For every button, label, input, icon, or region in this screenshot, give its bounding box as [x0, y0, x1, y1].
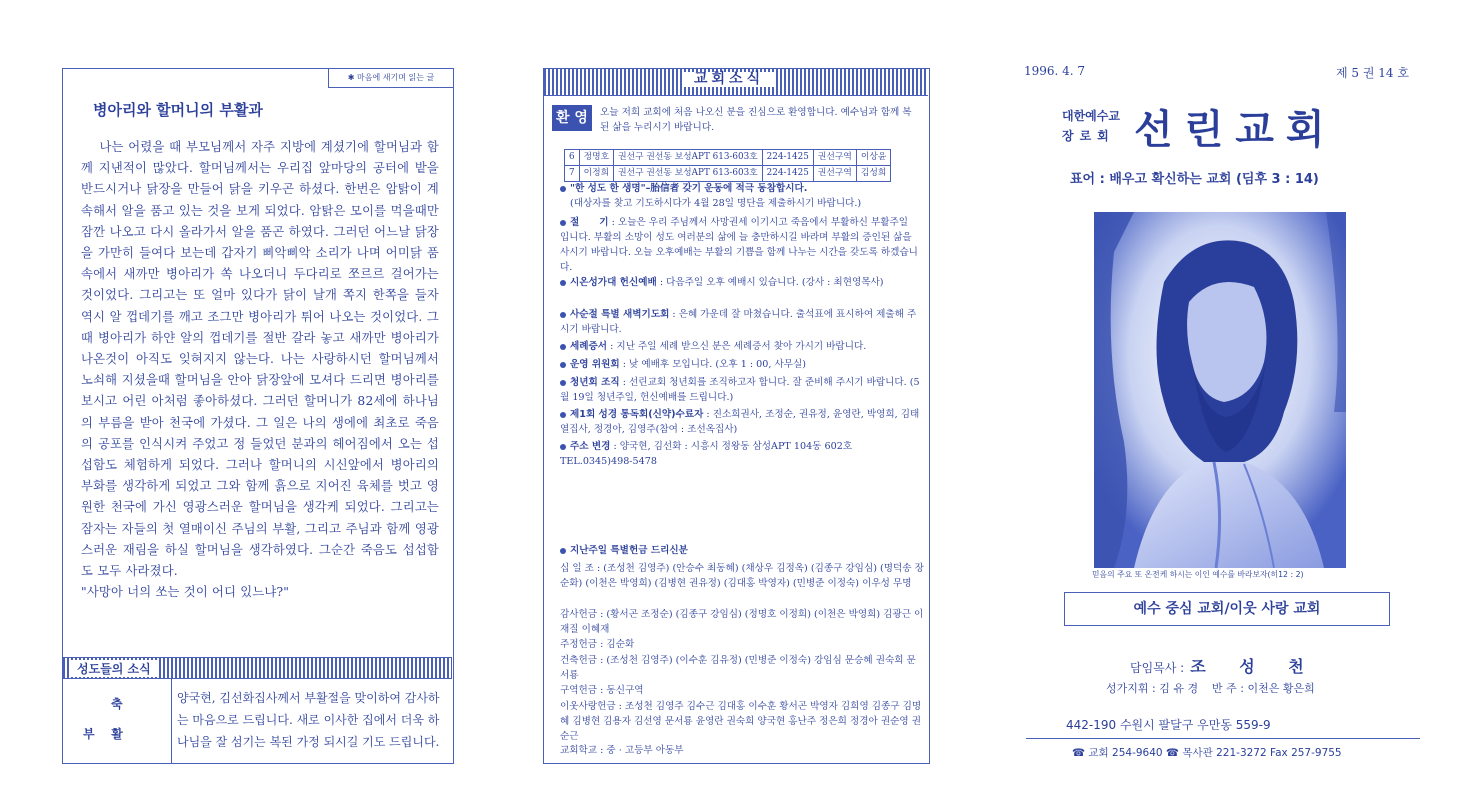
item-text: : 은혜 가운데 잘 마쳤습니다. 출석표에 표시하여 제출해 주시기 바랍니다. [560, 309, 917, 335]
news-box [63, 677, 452, 763]
item-label: 절 기 [570, 217, 609, 228]
item-text: : 지난 주일 세례 받으신 분은 세례증서 찾아 가시기 바랍니다. [610, 341, 867, 352]
article-body [81, 137, 439, 603]
news-label-cell [63, 677, 172, 763]
table-row [565, 150, 891, 166]
denomination-line-1: 대한예수교 [1062, 109, 1120, 123]
offering-title-text: 지난주일 특별헌금 드리신분 [570, 545, 688, 556]
bulletin-date: 1996. 4. 7 [1024, 64, 1086, 78]
meditation-panel [62, 68, 454, 764]
table-cell: 정명호 [579, 150, 614, 166]
list-item [560, 439, 920, 469]
item-text: : 양국현, 김선화 : 시흥시 정왕동 삼성APT 104동 602호 TEL.0345)498-5478 [560, 441, 853, 467]
offering-text: : (조성천 김영주) (이수훈 김유정) (민병준 이정숙) 강임심 문승혜 권숙희 문서룡 [560, 655, 916, 681]
church-slogan: 예수 중심 교회/이웃 사랑 교회 [1064, 592, 1390, 626]
offering-row [560, 561, 924, 591]
bullet-icon [560, 312, 566, 318]
offering-label: 주정헌금 [560, 639, 598, 650]
staff-line: 성가지휘 : 김 유 경 반 주 : 이천은 황은희 [1106, 682, 1315, 695]
article-paragraph: 나는 어렸을 때 부모님께서 자주 지방에 계셨기에 할머님과 함께 지낸적이 많았다. 할머님께서는 우리집 앞마당의 공터에 밭을 반드시거나 닭장을 만들어 닭을 키우곤 하셨다. 한번은 암탉이 계속해서 알을 품고 있는 것을 보게 되었다. 암탉은 모이를 먹을때만 잠깐 나오고 다시 올라가서 알을 품곤 하였다. 그러던 어느날 닭장을 가만히 들여다 보는데 갑자기 삐악삐악 소리가 나며 어미닭 품속에서 새까만 병아리가 쏙 나오더니 두다리로 쪼르르 걸어가는 것이었다. 그리고는 또 얼마 있다가 닭이 날개 쪽지 한쪽을 들자 역시 알 껍데기를 깨고 조그만 병아리가 튀어 나오는 것이었다. 그때 병아리가 하얀 알의 껍데기를 절반 갈라 놓고 새까만 병아리가 나온것이 아직도 잊혀지지 않는다. 나는 사랑하시던 할머님께서 노쇠해 지셨을때 할머님을 안아 닭장앞에 모셔다 드리면 병아리를 보시고 어린 아처럼 좋아하셨다. 그러던 할머니가 82세에 하나님의 부름을 받아 천국에 가셨다. 그 일은 나의 생에에 최초로 죽음의 공포를 인식시켜 주었고 정 들었던 분과의 헤어짐에서 오는 섭섭함도 체험하게 되었다. 그러나 할머니의 시신앞에서 병아리의 부화를 생각하게 되었고 그와 함께 흙으로 지어진 육체를 벗고 영원한 천국에 가신 영광스러운 할머님을 생각케 되었다. 그리고는 잠자는 자들의 첫 열매이신 주님의 부활, 그리고 주님과 함께 영광스러운 재림을 하실 할머님을 생각하였다. 그순간 죽음도 섭섭함도 모두 사라졌다. [81, 140, 439, 579]
offering-label: 구역헌금 [560, 685, 598, 696]
table-cell: 7 [565, 166, 580, 182]
article-title: 병아리와 할머니의 부활과 [93, 101, 263, 119]
pastor-line [1130, 654, 1318, 677]
table-cell: 권선구역 [813, 166, 856, 182]
item-text: (대상자를 찾고 기도하시다가 4월 28일 명단을 제출하시기 바랍니다.) [570, 198, 862, 209]
table-cell: 224-1425 [762, 150, 813, 166]
bullet-icon [560, 380, 566, 386]
list-item [560, 215, 920, 275]
news-text: 양국현, 김선화집사께서 부활절을 맞이하여 감사하는 마음으로 드립니다. 새로 이사한 집에서 더욱 하나님을 잘 섬기는 복된 가정 되시길 기도 드립니다. [177, 691, 440, 749]
item-text: : 낮 예배후 모입니다. (오후 1 : 00, 사무실) [622, 359, 806, 370]
pastor-label: 담임목사 : [1130, 661, 1185, 675]
bullet-icon [560, 280, 566, 286]
offering-text: : 동신구역 [600, 685, 644, 696]
table-row [565, 166, 891, 182]
bullet-icon [560, 344, 566, 350]
item-text: : 오늘은 우리 주님께서 사망권세 이기시고 죽음에서 부활하신 부활주일 입니다. 부활의 소망이 성도 여러분의 삶에 늘 충만하시길 바라며 부활의 증인된 삶을 사시기 바랍니다. 오늘 오후예배는 부활의 기쁨을 함께 나누는 시간을 갖도록 하겠습니다. [560, 217, 918, 273]
divider [1026, 738, 1420, 739]
news-header-bar [63, 657, 452, 679]
item-label: 청년회 조직 [570, 377, 620, 388]
news-label-top: 축 [111, 697, 123, 711]
phone-numbers: ☎ 교회 254-9640 ☎ 목사관 221-3272 Fax 257-9755 [1072, 747, 1342, 759]
offering-row [560, 699, 924, 744]
bullet-icon [560, 362, 566, 368]
offering-label: 건축헌금 [560, 655, 598, 666]
list-item [560, 375, 920, 405]
table-cell: 이정희 [579, 166, 614, 182]
item-label: 사순절 특별 새벽기도회 [570, 309, 670, 320]
list-item [560, 407, 920, 437]
list-item [560, 275, 920, 290]
offering-label: 교회학교 [560, 745, 598, 756]
bullet-icon [560, 412, 566, 418]
list-item [560, 339, 920, 354]
table-cell: 권선구 권선동 보성APT 613-603호 [614, 150, 763, 166]
item-label: 운영 위원회 [570, 359, 620, 370]
church-name: 선린교회 [1134, 107, 1337, 153]
offering-text: : (황서곤 조정순) (김종구 강임심) (정명호 이정희) (이천은 박영희) 김광근 이재질 이혜재 [560, 609, 924, 635]
bullet-icon [560, 444, 566, 450]
item-label: "한 성도 한 생명"–胎信者 갖기 운동에 적극 동참합시다. [570, 183, 808, 194]
church-news-header: 교회소식 [684, 72, 774, 87]
church-news-header-bar [544, 69, 928, 96]
welcome-text: 오늘 저희 교회에 처음 나오신 분을 진심으로 환영합니다. 예수님과 함께 복된 삶을 누리시기 바랍니다. [600, 107, 912, 133]
newcomer-table [564, 149, 891, 182]
item-label: 주소 변경 [570, 441, 611, 452]
news-label-bottom: 부 활 [83, 727, 123, 741]
offering-label: 감사헌금 [560, 609, 598, 620]
item-label: 시온성가대 헌신예배 [570, 277, 657, 288]
offering-text: : 조성천 김영주 김수근 김대홍 이수훈 황서곤 박영자 김희영 김종구 김명혜 김병현 김용자 김선영 문서룡 윤영란 권숙희 양국현 홍난주 정은희 정경아 권순영 권순근 [560, 701, 922, 742]
offering-row [560, 607, 924, 637]
offering-label: 십 일 조 [560, 563, 594, 574]
jesus-portrait-image [1094, 212, 1346, 568]
offering-row [560, 637, 924, 652]
bullet-icon [560, 548, 566, 554]
portrait-caption: 믿음의 주요 또 온전케 하시는 이인 예수를 바라보자(히12 : 2) [1092, 570, 1304, 579]
table-cell: 224-1425 [762, 166, 813, 182]
offering-row [560, 743, 924, 758]
list-item [560, 181, 920, 211]
list-item [560, 307, 920, 337]
table-cell: 권선구 권선동 보성APT 613-603호 [614, 166, 763, 182]
item-label: 제1회 성경 통독회(신약)수료자 [570, 409, 704, 420]
church-motto: 표어 : 배우고 확신하는 교회 (딤후 3 : 14) [1070, 172, 1319, 187]
bullet-icon [560, 220, 566, 226]
offering-text: : (조성천 김영주) (안승수 최동혜) (채상우 김정옥) (김종구 강임심) (명덕송 장순화) (이천은 박영희) (김병현 권유정) (김대홍 박영자) (민병준 이정숙) 이우성 무명 [560, 563, 924, 589]
table-cell: 이상윤 [856, 150, 891, 166]
offering-label: 이웃사랑헌금 [560, 701, 616, 712]
offering-row [560, 653, 924, 683]
table-cell: 김성희 [856, 166, 891, 182]
item-label: 세례증서 [570, 341, 608, 352]
denomination-line-2: 장로회 [1062, 129, 1115, 143]
offering-row [560, 683, 924, 698]
pastor-name: 조 성 천 [1190, 657, 1318, 676]
offering-text: : 중 · 고등부 아동부 [600, 745, 684, 756]
item-text: : 선린교회 청년회를 조직하고자 합니다. 잘 준비해 주시기 바랍니다. (5월 19일 청년주일, 헌신예배를 드립니다.) [560, 377, 920, 403]
table-cell: 6 [565, 150, 580, 166]
item-text: : 진소희권사, 조정순, 권유정, 윤영란, 박영희, 김태열집사, 정경아, 김영주(참여 : 조선옥집사) [560, 409, 920, 435]
welcome-badge: 환 영 [552, 105, 592, 131]
article-quote: "사망아 너의 쏘는 것이 어디 있느냐?" [81, 585, 290, 600]
offering-text: : 김순화 [600, 639, 635, 650]
table-cell: 권선구역 [813, 150, 856, 166]
bulletin-volume: 제 5 권 14 호 [1336, 66, 1409, 80]
news-header: 성도들의 소식 [71, 660, 157, 677]
section-tag: ✱ 마음에 새기며 읽는 글 [328, 69, 453, 88]
church-news-panel [543, 68, 930, 764]
offering-title [560, 543, 920, 558]
church-address: 442-190 수원시 팔달구 우만동 559-9 [1066, 718, 1271, 732]
item-text: : 다음주일 오후 예배시 있습니다. (강사 : 최현영목사) [659, 277, 884, 288]
list-item [560, 357, 920, 372]
bullet-icon [560, 186, 566, 192]
